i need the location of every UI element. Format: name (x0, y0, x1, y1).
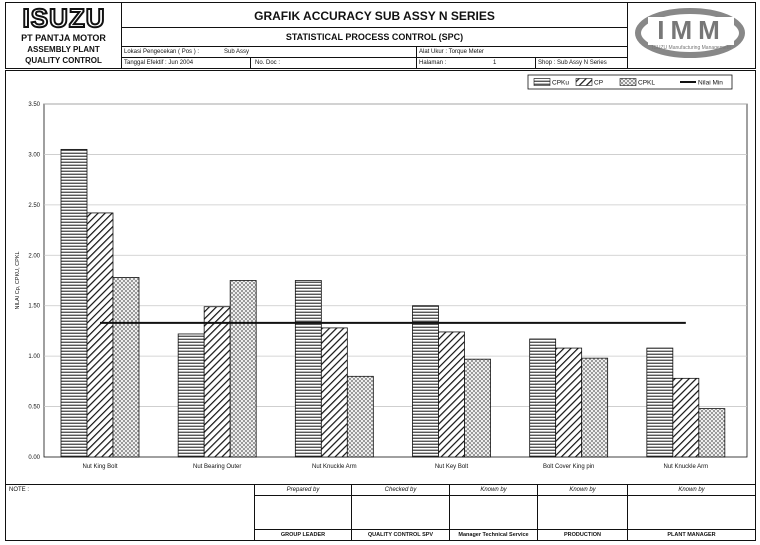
signature-title: Prepared by (255, 485, 351, 496)
bar-cpku-4 (530, 339, 556, 457)
x-tick-label: Nut King Bolt (82, 464, 118, 470)
y-tick-label: 0.00 (28, 455, 40, 461)
halaman-label: Halaman : (419, 60, 447, 66)
y-tick-label: 3.00 (28, 152, 40, 159)
note-label: NOTE : (9, 487, 30, 493)
signature-title: Known by (628, 485, 755, 496)
department-name: QUALITY CONTROL (25, 56, 102, 65)
title-block (121, 2, 628, 28)
spc-chart (6, 71, 755, 484)
y-axis-label: NILAI Cp, CPKU, CPKL (15, 251, 21, 310)
note-box (5, 484, 255, 541)
y-tick-label: 2.50 (28, 202, 40, 209)
imm-tagline: ISUZU Manufacturing Management (652, 45, 731, 51)
legend-label: CP (594, 79, 604, 87)
y-tick-label: 1.00 (28, 354, 40, 361)
signature-box (537, 484, 628, 541)
lokasi-value: Sub Assy (224, 49, 250, 55)
bar-cpkl-4 (582, 358, 608, 457)
lokasi-label: Lokasi Pengecekan ( Pos ) : (124, 49, 200, 55)
x-tick-label: Nut Knuckle Arm (311, 464, 357, 470)
page-title: GRAFIK ACCURACY SUB ASSY N SERIES (254, 9, 495, 23)
info-tanggal-cell (121, 57, 251, 69)
plant-name: ASSEMBLY PLANT (27, 45, 100, 54)
info-shop-cell (535, 57, 628, 69)
bar-cp-0 (87, 213, 113, 457)
bar-cp-1 (204, 307, 230, 457)
x-tick-label: Nut Knuckle Arm (663, 464, 709, 470)
page-subtitle: STATISTICAL PROCESS CONTROL (SPC) (285, 32, 464, 42)
halaman-value: 1 (493, 60, 497, 66)
company-name: PT PANTJA MOTOR (21, 33, 106, 43)
signature-role: PLANT MANAGER (628, 529, 755, 540)
bar-cpku-2 (295, 281, 321, 458)
signature-title: Known by (538, 485, 627, 496)
bar-cp-3 (439, 332, 465, 457)
legend-label: CPKL (638, 79, 655, 87)
signature-role: GROUP LEADER (255, 529, 351, 540)
bar-cpku-1 (178, 334, 204, 457)
bar-cpkl-5 (699, 409, 725, 457)
bar-cpkl-0 (113, 277, 139, 457)
y-tick-label: 2.00 (28, 253, 40, 260)
shop-label: Shop : Sub Assy N Series (538, 60, 607, 66)
bar-cp-4 (556, 348, 582, 457)
legend-swatch-cp (576, 79, 592, 86)
signature-role: Manager Technical Service (450, 529, 537, 540)
y-tick-label: 1.50 (28, 303, 40, 310)
signature-role: PRODUCTION (538, 529, 627, 540)
chart-frame (5, 70, 756, 485)
signature-title: Known by (450, 485, 537, 496)
plot-area (44, 104, 747, 457)
nodoc-label: No. Doc : (255, 60, 281, 66)
isuzu-logo: ISUZU (22, 3, 106, 33)
imm-logo-block (627, 2, 756, 69)
x-tick-label: Bolt Cover King pin (542, 464, 595, 470)
legend-swatch-cpkl (620, 79, 636, 86)
signature-role: QUALITY CONTROL SPV (352, 529, 449, 540)
bar-cpku-0 (61, 149, 87, 457)
legend-swatch-cpku (534, 79, 550, 86)
bar-cpkl-1 (230, 281, 256, 458)
signature-title: Checked by (352, 485, 449, 496)
bar-cpkl-2 (347, 376, 373, 457)
legend-label: CPKu (552, 79, 569, 87)
signature-box (449, 484, 538, 541)
info-nodoc-cell (250, 57, 417, 69)
tanggal-label: Tanggal Efektif : Jun 2004 (124, 60, 194, 66)
signature-box (627, 484, 756, 541)
alat-ukur-label: Alat Ukur : Torque Meter (419, 49, 484, 55)
bar-cpku-5 (647, 348, 673, 457)
subtitle-block (121, 27, 628, 47)
signature-box (254, 484, 352, 541)
info-halaman-cell (416, 57, 536, 69)
bar-cp-2 (321, 328, 347, 457)
y-tick-label: 0.50 (28, 404, 40, 411)
legend-label: Nilai Min (698, 79, 723, 87)
x-tick-label: Nut Bearing Outer (192, 464, 242, 470)
company-block (5, 2, 122, 69)
bar-cpku-3 (413, 306, 439, 457)
x-tick-label: Nut Key Bolt (434, 464, 469, 470)
imm-logo-text: IMM (657, 15, 726, 45)
signature-box (351, 484, 450, 541)
bar-cp-5 (673, 378, 699, 457)
y-tick-label: 3.50 (28, 102, 40, 108)
bar-cpkl-3 (465, 359, 491, 457)
